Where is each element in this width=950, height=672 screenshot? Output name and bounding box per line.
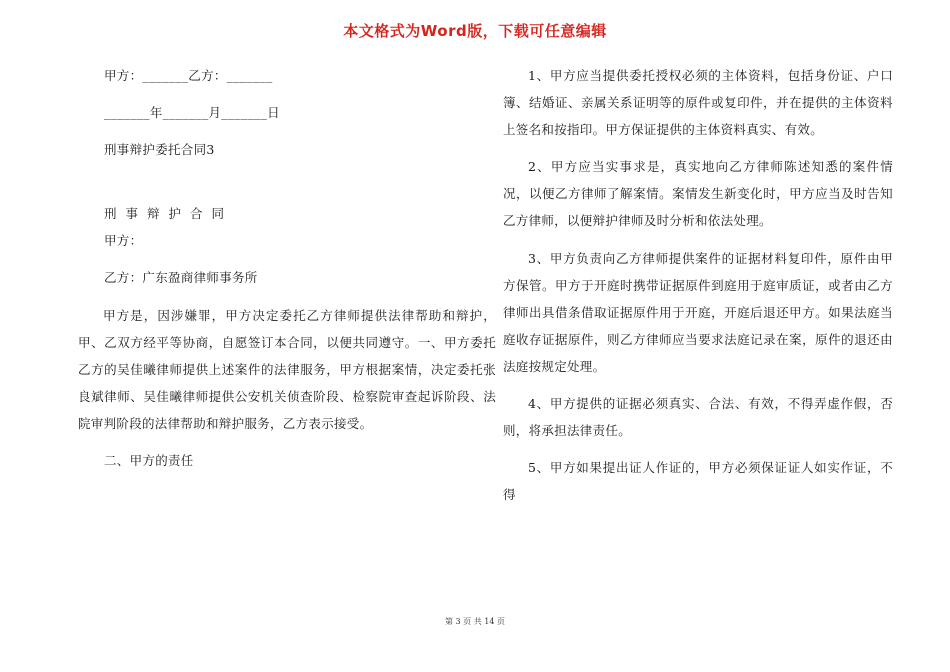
clause-item-3: 3、甲方负责向乙方律师提供案件的证据材料复印件，原件由甲方保管。甲方于开庭时携带证据原件到庭用于庭审质证，或者由乙方律师出具借条借取证据原件用于开庭，开庭后退还甲方。如果法庭当庭收存证据原件，则乙方律师应当要求法庭记录在案，原件的退还由法庭按规定处理。	[503, 250, 893, 374]
left-column	[78, 62, 496, 474]
clause-item-2: 2、甲方应当实事求是，真实地向乙方律师陈述知悉的案件情况，以便乙方律师了解案情。案情发生新变化时，甲方应当及时告知乙方律师，以便辩护律师及时分析和依法处理。	[503, 159, 893, 229]
document-title: 刑事辩护委托合同3	[104, 142, 215, 158]
page-number-footer: 第 3 页 共 14 页	[445, 617, 505, 626]
parties-signature-line: 甲方：_______乙方：_______	[104, 68, 273, 83]
party-a-line: 甲方：	[104, 233, 143, 249]
date-line: _______年_______月_______日	[104, 105, 280, 121]
contract-heading: 刑事辩护合同	[104, 206, 234, 222]
clause-item-4: 4、甲方提供的证据必须真实、合法、有效，不得弄虚作假，否则，将承担法律责任。	[503, 396, 893, 439]
right-column	[503, 62, 893, 508]
clause-item-1: 1、甲方应当提供委托授权必须的主体资料，包括身份证、户口簿、结婚证、亲属关系证明等的原件或复印件，并在提供的主体资料上签名和按指印。甲方保证提供的主体资料真实、有效。	[503, 68, 893, 138]
contract-paragraph-1: 甲方是，因涉嫌罪，甲方决定委托乙方律师提供法律帮助和辩护，甲、乙双方经平等协商，自愿签订本合同，以便共同遵守。一、甲方委托乙方的吴佳曦律师提供上述案件的法律服务，甲方根据案情，决定委托张良斌律师、吴佳曦律师提供公安机关侦查阶段、检察院审查起诉阶段、法院审判阶段的法律帮助和辩护服务，乙方表示接受。	[78, 307, 496, 431]
party-b-line: 乙方：广东盈商律师事务所	[104, 270, 258, 286]
section-heading-2: 二、甲方的责任	[104, 453, 194, 469]
clause-item-5: 5、甲方如果提出证人作证的，甲方必须保证证人如实作证，不得	[503, 460, 893, 503]
document-header-banner: 本文格式为Word版，下载可任意编辑	[343, 22, 607, 40]
